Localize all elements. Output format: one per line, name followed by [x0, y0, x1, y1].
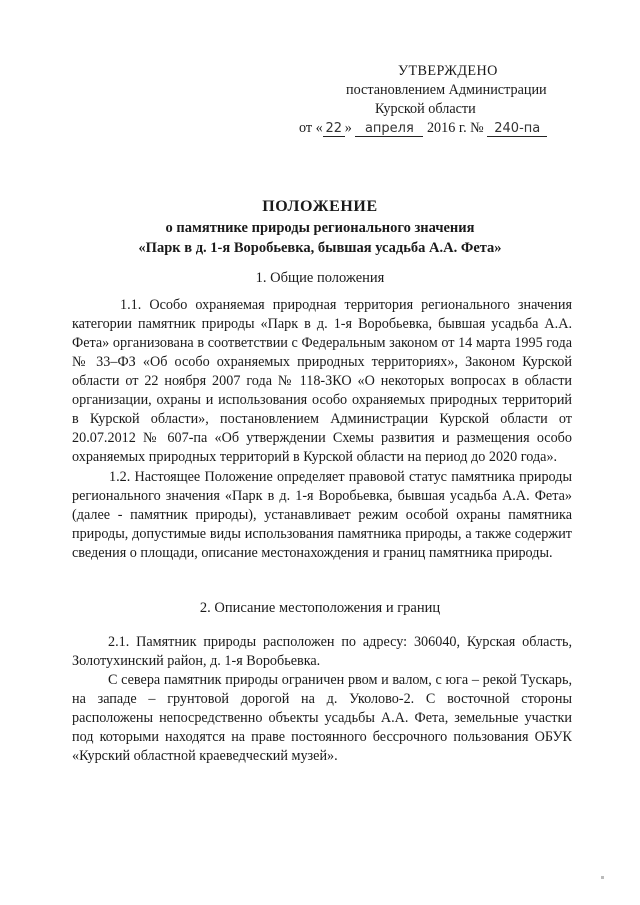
handwritten-day: 22	[323, 121, 345, 137]
date-prefix: от «	[299, 120, 323, 136]
date-quote-close: »	[344, 120, 352, 136]
title-subtitle-1: о памятнике природы регионального значения	[165, 220, 475, 236]
approval-authority: постановлением Администрации	[346, 82, 547, 98]
scan-speck	[601, 876, 604, 879]
paragraph-1-1: 1.1. Особо охраняемая природная территория регионального значения категории памятник природы «Парк в д. 1-я Воробьевка, бывшая усадьба А.А. Фета» организована в соответствии с Федеральным законом от 14 марта 1995 года № 33–ФЗ «Об особо охраняемых природных территориях», Законом Курской области от 22 ноября 2007 года № 118-ЗКО «О некоторых вопросах в области организации, охраны и использования особо охраняемых природных территорий в Курской области», постановлением Администрации Курской области от 20.07.2012 № 607-па «Об утверждении Схемы развития и размещения особо охраняемых природных территорий в Курской области на период до 2020 года».	[72, 297, 572, 465]
document-title	[0, 196, 640, 258]
approval-stamp	[290, 62, 590, 138]
title-subtitle-2: «Парк в д. 1-я Воробьевка, бывшая усадьба А.А. Фета»	[138, 240, 502, 256]
paragraph-2-2: С севера памятник природы ограничен рвом и валом, с юга – рекой Тускарь, на западе – грунтовой дорогой на д. Уколово-2. С восточной стороны расположены непосредственно объекты усадьбы А.А. Фета, земельные участки под которыми находятся на праве постоянного бессрочного пользования ОБУК «Курский областной краеведческий музей».	[72, 672, 572, 764]
paragraph-1-2: 1.2. Настоящее Положение определяет правовой статус памятника природы регионального значения «Парк в д. 1-я Воробьевка, бывшая усадьба А.А. Фета» (далее - памятник природы), устанавливает режим особой охраны памятника природы, допустимые виды использования памятника природы, а также содержит сведения о площади, описание местонахождения и границ памятника природы.	[72, 469, 572, 561]
handwritten-month: апреля	[355, 121, 423, 137]
title-main: ПОЛОЖЕНИЕ	[262, 198, 378, 215]
handwritten-document-number: 240-па	[487, 121, 547, 137]
approval-heading: УТВЕРЖДЕНО	[398, 63, 498, 79]
section-2-heading: 2. Описание местоположения и границ	[199, 600, 441, 616]
section-1-heading: 1. Общие положения	[255, 270, 385, 286]
approval-region: Курской области	[375, 101, 476, 117]
paragraph-2-1: 2.1. Памятник природы расположен по адресу: 306040, Курская область, Золотухинский район, д. 1-я Воробьевка.	[72, 634, 572, 669]
year-and-number-label: 2016 г. №	[426, 120, 484, 136]
approval-date-line	[290, 119, 590, 138]
